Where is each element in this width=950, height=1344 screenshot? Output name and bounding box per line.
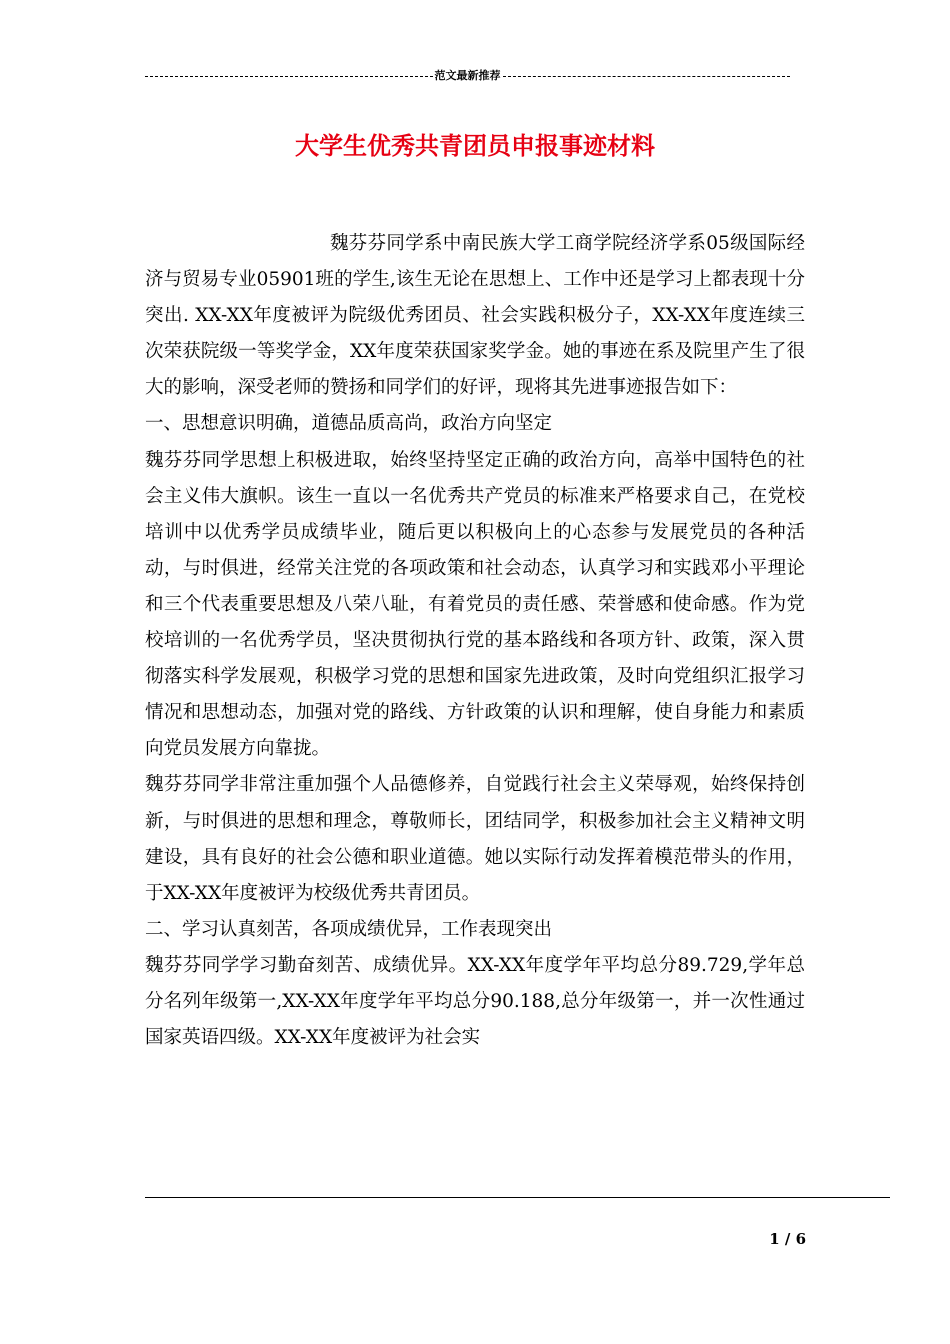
document-body	[145, 226, 805, 1056]
header-dash-right	[503, 76, 791, 77]
page-number: 1 / 6	[769, 1230, 806, 1248]
paragraph-intro: 魏芬芬同学系中南民族大学工商学院经济学系05级国际经济与贸易专业05901班的学生,该生无论在思想上、工作中还是学习上都表现十分突出. XX-XX年度被评为院级优秀团员、社会实践积极分子，XX-XX年度连续三次荣获院级一等奖学金，XX年度荣获国家奖学金。她的事迹在系及院里产生了很大的影响，深受老师的赞扬和同学们的好评，现将其先进事迹报告如下：	[145, 233, 805, 399]
paragraph-ideology: 魏芬芬同学思想上积极进取，始终坚持坚定正确的政治方向，高举中国特色的社会主义伟大旗帜。该生一直以一名优秀共产党员的标准来严格要求自己，在党校培训中以优秀学员成绩毕业，随后更以积极向上的心态参与发展党员的各种活动，与时俱进，经常关注党的各项政策和社会动态，认真学习和实践邓小平理论和三个代表重要思想及八荣八耻，有着党员的责任感、荣誉感和使命感。作为党校培训的一名优秀学员，坚决贯彻执行党的基本路线和各项方针、政策，深入贯彻落实科学发展观，积极学习党的思想和国家先进政策，及时向党组织汇报学习情况和思想动态，加强对党的路线、方针政策的认识和理解，使自身能力和素质向党员发展方向靠拢。	[145, 449, 805, 760]
header-label: 范文最新推荐	[434, 69, 501, 82]
header-dash-left	[145, 76, 433, 77]
page-header	[145, 68, 790, 84]
document-title: 大学生优秀共青团员申报事迹材料	[295, 132, 655, 160]
section-heading-2: 二、学习认真刻苦，各项成绩优异，工作表现突出	[145, 918, 553, 940]
paragraph-study: 魏芬芬同学学习勤奋刻苦、成绩优异。XX-XX年度学年平均总分89.729,学年总分名列年级第一,XX-XX年度学年平均总分90.188,总分年级第一，并一次性通过国家英语四级。XX-XX年度被评为社会实	[145, 954, 805, 1049]
section-heading-1: 一、思想意识明确，道德品质高尚，政治方向坚定	[145, 413, 553, 435]
footer-rule	[145, 1197, 890, 1198]
paragraph-morality: 魏芬芬同学非常注重加强个人品德修养，自觉践行社会主义荣辱观，始终保持创新，与时俱进的思想和理念，尊敬师长，团结同学，积极参加社会主义精神文明建设，具有良好的社会公德和职业道德。她以实际行动发挥着模范带头的作用，于XX-XX年度被评为校级优秀共青团员。	[145, 774, 805, 904]
